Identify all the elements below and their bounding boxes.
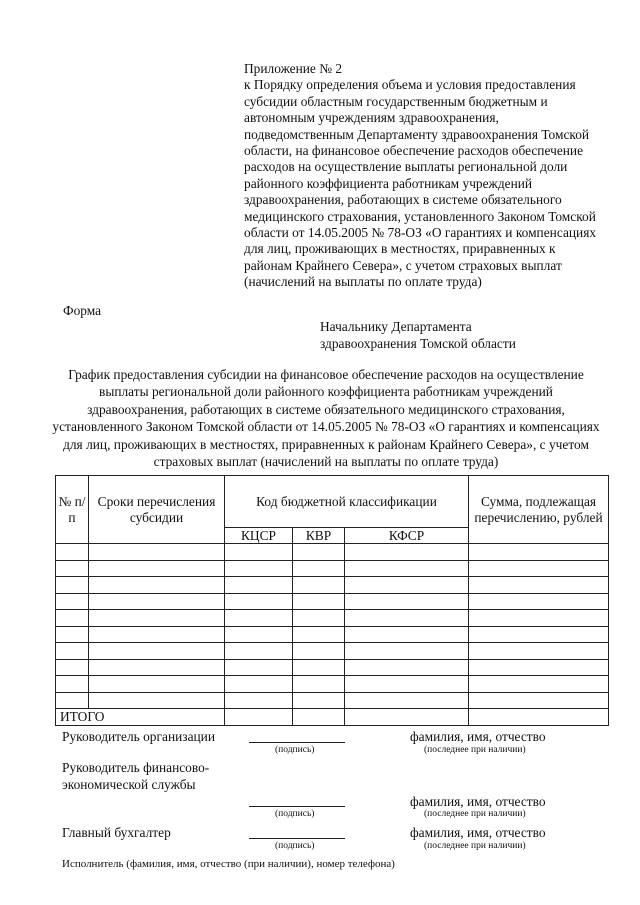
addressee-line-2: здравоохранения Томской области	[320, 336, 516, 351]
annex-title: Приложение № 2	[244, 61, 343, 76]
signature-line	[249, 806, 345, 807]
table-row	[56, 643, 609, 660]
chief-accountant-label: Главный бухгалтер	[62, 825, 171, 840]
fio-hint: (последнее при наличии)	[424, 841, 526, 851]
header-kvr: КВР	[293, 528, 345, 544]
header-sum: Сумма, подлежащая перечислению, рублей	[469, 476, 609, 544]
annex-header	[244, 61, 604, 291]
table-row	[56, 626, 609, 643]
header-kfsr: КФСР	[345, 528, 469, 544]
schedule-table	[55, 475, 609, 726]
fio-label: фамилия, имя, отчество	[410, 794, 546, 809]
document-title: График предоставления субсидии на финансовое обеспечение расходов на осуществление выплаты региональной доли районного коэффициента работникам учреждений здравоохранения, работающих в системе обязательного медицинского страхования, установленного Законом Томской области от 14.05.2005 № 78-ОЗ «О гарантиях и компенсациях для лиц, проживающих в местностях, приравненных к районам Крайнего Севера», с учетом страховых выплат (начислений на выплаты по оплате труда)	[52, 367, 600, 470]
signature-line	[249, 742, 345, 743]
addressee	[320, 318, 516, 352]
signature-hint: (подпись)	[275, 745, 315, 755]
head-fin-label: Руководитель финансово-экономической службы	[62, 760, 210, 792]
signature-hint: (подпись)	[275, 841, 315, 851]
executor-label: Исполнитель (фамилия, имя, отчество (при наличии), номер телефона)	[62, 858, 395, 870]
annex-text: к Порядку определения объема и условия предоставления субсидии областным государственным бюджетным и автономным учреждениям здравоохранения, подведомственным Департаменту здравоохранения Томской области, на финансовое обеспечение расходов обеспечение расходов на осуществление выплаты региональной доли районного коэффициента работникам учреждений здравоохранения, работающих в системе обязательного медицинского страхования, установленного Законом Томской области от 14.05.2005 № 78-ОЗ «О гарантиях и компенсациях для лиц, проживающих в местностях, приравненных к районам Крайнего Севера», с учетом страховых выплат (начислений на выплаты по оплате труда)	[244, 77, 597, 290]
total-row	[56, 709, 609, 726]
fio-label: фамилия, имя, отчество	[410, 729, 546, 744]
fio-hint: (последнее при наличии)	[424, 745, 526, 755]
header-budget-code: Код бюджетной классификации	[225, 476, 469, 528]
signature-hint: (подпись)	[275, 809, 315, 819]
signature-line	[249, 838, 345, 839]
table-row	[56, 610, 609, 627]
table-row	[56, 659, 609, 676]
total-label: ИТОГО	[56, 709, 225, 726]
table-row	[56, 593, 609, 610]
table-row	[56, 544, 609, 561]
table-row	[56, 692, 609, 709]
form-label: Форма	[63, 303, 102, 318]
table-row	[56, 577, 609, 594]
table-row	[56, 560, 609, 577]
head-org-label: Руководитель организации	[62, 729, 216, 744]
header-kcsr: КЦСР	[225, 528, 293, 544]
addressee-line-1: Начальнику Департамента	[320, 319, 472, 334]
fio-hint: (последнее при наличии)	[424, 809, 526, 819]
header-terms: Сроки перечисления субсидии	[89, 476, 225, 544]
table-row	[56, 676, 609, 693]
header-number: № п/п	[56, 476, 89, 544]
fio-label: фамилия, имя, отчество	[410, 825, 546, 840]
